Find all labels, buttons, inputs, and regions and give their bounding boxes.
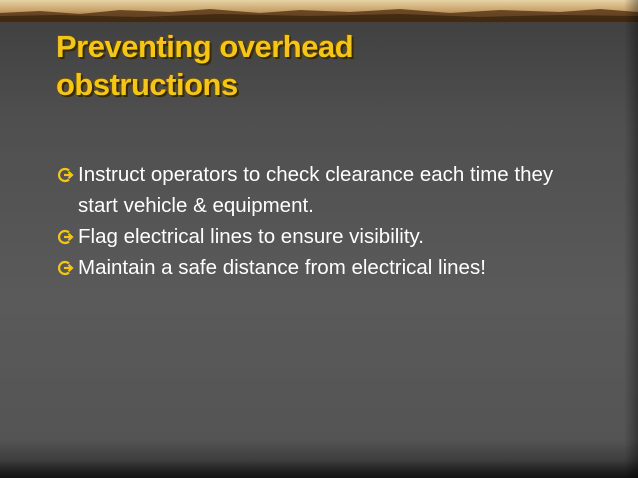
slide-title: [56, 28, 576, 104]
curved-arrow-icon: [56, 228, 74, 246]
bullet-text: Flag electrical lines to ensure visibility.: [78, 225, 424, 248]
bullet-item: [56, 159, 596, 221]
bullet-text: Maintain a safe distance from electrical lines!: [78, 256, 486, 279]
right-shadow-edge: [624, 0, 638, 478]
curved-arrow-icon: [56, 166, 74, 184]
curved-arrow-icon: [56, 259, 74, 277]
bullet-item: [56, 221, 596, 252]
title-line-1: Preventing overhead: [56, 29, 354, 64]
bottom-shadow-edge: [0, 460, 638, 478]
decorative-header-band: [0, 0, 638, 22]
bullet-item: [56, 252, 596, 283]
bullet-text: Instruct operators to check clearance each time they start vehicle & equipment.: [78, 163, 554, 217]
title-line-2: obstructions: [56, 67, 238, 102]
bullet-list: [56, 159, 596, 283]
